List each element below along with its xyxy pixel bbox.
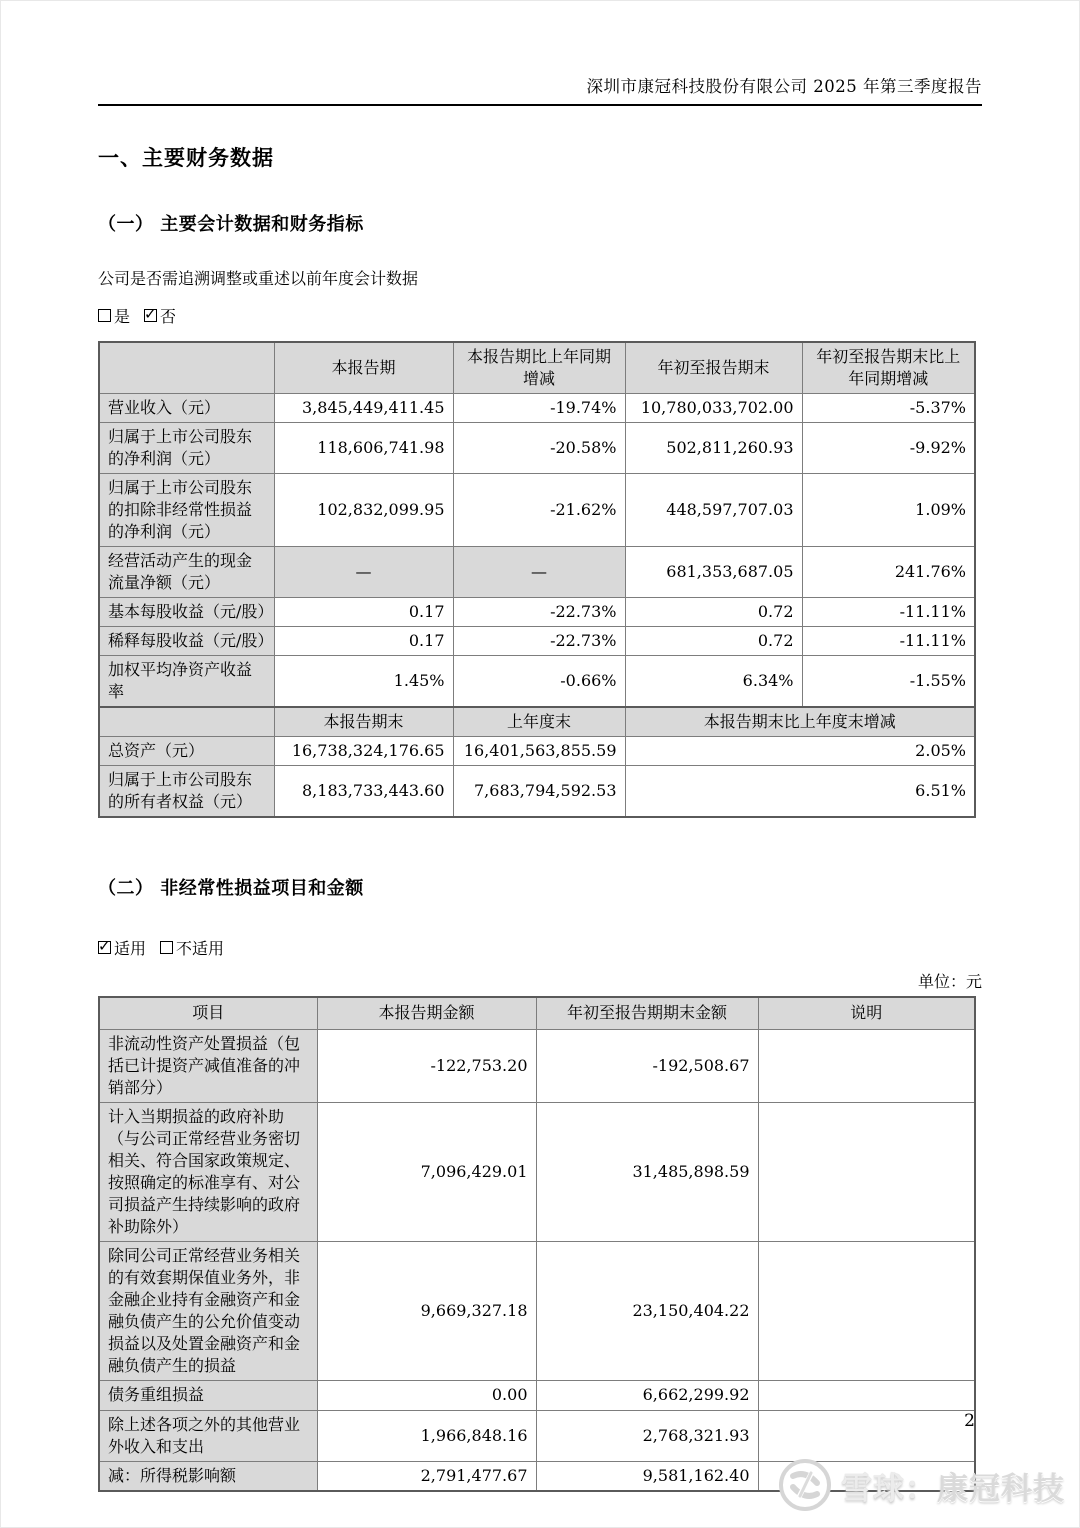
checkbox-applicable[interactable] xyxy=(98,936,146,959)
section-two-title: （二） 非经常性损益项目和金额 xyxy=(98,878,364,899)
cell-value: — xyxy=(453,547,625,598)
cell-value: 16,401,563,855.59 xyxy=(453,737,625,766)
row-label: 归属于上市公司股东的所有者权益（元） xyxy=(99,766,274,818)
row-label: 总资产（元） xyxy=(99,737,274,766)
cell-value: -22.73% xyxy=(453,598,625,627)
cell-note xyxy=(758,1102,975,1241)
cell-value: 16,738,324,176.65 xyxy=(274,737,453,766)
cell-note xyxy=(758,1380,975,1410)
table-row xyxy=(99,547,975,598)
cell-value: -22.73% xyxy=(453,627,625,656)
table-row xyxy=(99,737,975,766)
cell-value: 1.45% xyxy=(274,656,453,708)
table-row xyxy=(99,342,975,394)
cell-value: -192,508.67 xyxy=(536,1029,758,1102)
cell-value: 0.17 xyxy=(274,627,453,656)
checkbox-no[interactable] xyxy=(144,304,176,327)
watermark-name: 康冠科技 xyxy=(937,1470,1065,1507)
row-label: 除上述各项之外的其他营业外收入和支出 xyxy=(99,1410,317,1461)
row-label: 非流动性资产处置损益（包括已计提资产减值准备的冲销部分） xyxy=(99,1029,317,1102)
cell-value: 0.00 xyxy=(317,1380,536,1410)
table-header: 本报告期金额 xyxy=(317,997,536,1029)
table-row xyxy=(99,1029,975,1102)
cell-value: 0.17 xyxy=(274,598,453,627)
cell-value: 2.05% xyxy=(625,737,975,766)
checkbox-applicable-label: 适用 xyxy=(114,939,147,958)
table-header: 年初至报告期末 xyxy=(625,342,802,394)
checkbox-yes-label: 是 xyxy=(114,307,131,326)
non-recurring-items-table xyxy=(98,996,976,1492)
table-header: 本报告期末 xyxy=(274,707,453,737)
cell-value: 7,683,794,592.53 xyxy=(453,766,625,818)
row-label: 经营活动产生的现金流量净额（元） xyxy=(99,547,274,598)
row-label: 基本每股收益（元/股） xyxy=(99,598,274,627)
cell-value: 9,669,327.18 xyxy=(317,1241,536,1380)
table-header: 上年度末 xyxy=(453,707,625,737)
cell-value: 6.34% xyxy=(625,656,802,708)
table-row xyxy=(99,1102,975,1241)
checkbox-yes[interactable] xyxy=(98,304,130,327)
cell-value: 6.51% xyxy=(625,766,975,818)
table-header-blank xyxy=(99,342,274,394)
checkbox-no-label: 否 xyxy=(160,307,177,326)
cell-value: -1.55% xyxy=(802,656,975,708)
cell-value: -0.66% xyxy=(453,656,625,708)
cell-value: 31,485,898.59 xyxy=(536,1102,758,1241)
table-row xyxy=(99,423,975,474)
cell-value: 9,581,162.40 xyxy=(536,1461,758,1491)
cell-value: 7,096,429.01 xyxy=(317,1102,536,1241)
cell-value: -21.62% xyxy=(453,474,625,547)
checkbox-checked-icon xyxy=(144,309,157,322)
cell-value: 681,353,687.05 xyxy=(625,547,802,598)
document-header-title: 深圳市康冠科技股份有限公司 2025 年第三季度报告 xyxy=(586,77,982,96)
table-header: 项目 xyxy=(99,997,317,1029)
section-one-title: （一） 主要会计数据和财务指标 xyxy=(98,214,364,235)
page-number: 2 xyxy=(964,1411,975,1431)
checkbox-unchecked-icon xyxy=(160,941,173,954)
table-header: 年初至报告期期末金额 xyxy=(536,997,758,1029)
cell-value: 1,966,848.16 xyxy=(317,1410,536,1461)
table-row xyxy=(99,707,975,737)
row-label: 归属于上市公司股东的净利润（元） xyxy=(99,423,274,474)
table-header: 说明 xyxy=(758,997,975,1029)
cell-value: 8,183,733,443.60 xyxy=(274,766,453,818)
unit-label: 单位：元 xyxy=(917,972,982,991)
table-row xyxy=(99,1380,975,1410)
cell-value: 1.09% xyxy=(802,474,975,547)
section-main-title: 一、主要财务数据 xyxy=(98,145,274,170)
table-row xyxy=(99,656,975,708)
cell-value: -20.58% xyxy=(453,423,625,474)
row-label: 计入当期损益的政府补助（与公司正常经营业务密切相关、符合国家政策规定、按照确定的标准享有、对公司损益产生持续影响的政府补助除外） xyxy=(99,1102,317,1241)
cell-value: 10,780,033,702.00 xyxy=(625,394,802,423)
table-header: 年初至报告期末比上年同期增减 xyxy=(802,342,975,394)
table-row xyxy=(99,997,975,1029)
row-label: 除同公司正常经营业务相关的有效套期保值业务外，非金融企业持有金融资产和金融负债产生的公允价值变动损益以及处置金融资产和金融负债产生的损益 xyxy=(99,1241,317,1380)
table-header: 本报告期比上年同期增减 xyxy=(453,342,625,394)
cell-value: 0.72 xyxy=(625,598,802,627)
table-row xyxy=(99,394,975,423)
table-row xyxy=(99,598,975,627)
cell-note xyxy=(758,1461,975,1491)
cell-value: 0.72 xyxy=(625,627,802,656)
cell-value: -122,753.20 xyxy=(317,1029,536,1102)
cell-value: -11.11% xyxy=(802,598,975,627)
cell-value: 102,832,099.95 xyxy=(274,474,453,547)
cell-value: -5.37% xyxy=(802,394,975,423)
cell-value: -11.11% xyxy=(802,627,975,656)
cell-value: 241.76% xyxy=(802,547,975,598)
table-row xyxy=(99,1461,975,1491)
row-label: 营业收入（元） xyxy=(99,394,274,423)
row-label: 加权平均净资产收益率 xyxy=(99,656,274,708)
cell-note xyxy=(758,1410,975,1461)
cell-value: -9.92% xyxy=(802,423,975,474)
restatement-question: 公司是否需追溯调整或重述以前年度会计数据 xyxy=(98,269,419,288)
row-label: 减：所得税影响额 xyxy=(99,1461,317,1491)
table-header: 本报告期 xyxy=(274,342,453,394)
cell-value: 2,791,477.67 xyxy=(317,1461,536,1491)
restatement-options xyxy=(98,304,982,327)
applicability-options xyxy=(98,936,982,959)
table-header-blank xyxy=(99,707,274,737)
table-row xyxy=(99,1410,975,1461)
checkbox-unchecked-icon xyxy=(98,309,111,322)
cell-value: 6,662,299.92 xyxy=(536,1380,758,1410)
document-header xyxy=(98,1,982,106)
row-label: 归属于上市公司股东的扣除非经常性损益的净利润（元） xyxy=(99,474,274,547)
cell-value: 23,150,404.22 xyxy=(536,1241,758,1380)
cell-value: — xyxy=(274,547,453,598)
checkbox-not-applicable-label: 不适用 xyxy=(176,939,225,958)
cell-value: 2,768,321.93 xyxy=(536,1410,758,1461)
checkbox-checked-icon xyxy=(98,941,111,954)
table-row xyxy=(99,766,975,818)
key-financials-table xyxy=(98,341,976,818)
row-label: 稀释每股收益（元/股） xyxy=(99,627,274,656)
row-label: 债务重组损益 xyxy=(99,1380,317,1410)
table-row xyxy=(99,1241,975,1380)
cell-note xyxy=(758,1241,975,1380)
checkbox-not-applicable[interactable] xyxy=(160,936,224,959)
cell-value: 3,845,449,411.45 xyxy=(274,394,453,423)
table-row xyxy=(99,474,975,547)
cell-note xyxy=(758,1029,975,1102)
cell-value: 118,606,741.98 xyxy=(274,423,453,474)
table-row xyxy=(99,627,975,656)
table-header: 本报告期末比上年度末增减 xyxy=(625,707,975,737)
cell-value: 448,597,707.03 xyxy=(625,474,802,547)
cell-value: -19.74% xyxy=(453,394,625,423)
watermark-source: 雪球： xyxy=(841,1470,937,1507)
cell-value: 502,811,260.93 xyxy=(625,423,802,474)
